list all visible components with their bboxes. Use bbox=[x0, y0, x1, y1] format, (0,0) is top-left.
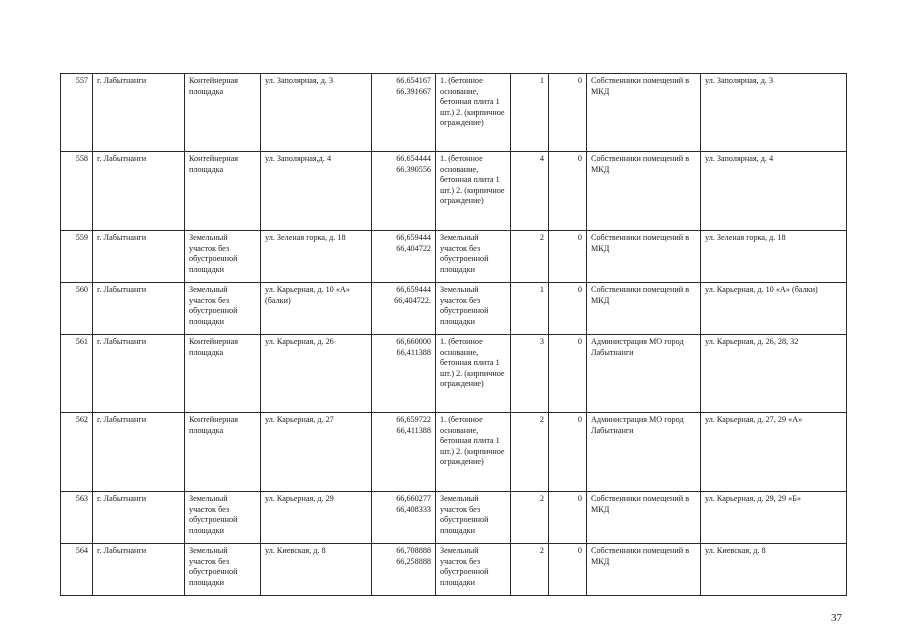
row-volume: 0 bbox=[549, 283, 587, 335]
row-surface: Земельный участок без обустроенной площадки bbox=[436, 283, 511, 335]
row-surface: Земельный участок без обустроенной площадки bbox=[436, 231, 511, 283]
row-city: г. Лабытнанги bbox=[93, 283, 185, 335]
row-address: ул. Карьерная, д. 27 bbox=[261, 413, 372, 492]
row-number: 559 bbox=[61, 231, 93, 283]
row-address: ул. Зеленая горка, д. 18 bbox=[261, 231, 372, 283]
row-coordinates: 66,659722 66,411388 bbox=[372, 413, 436, 492]
row-coordinates: 66,659444 66,404722. bbox=[372, 283, 436, 335]
row-waste-sources: ул. Карьерная, д. 10 «А» (балки) bbox=[701, 283, 847, 335]
row-site-type: Контейнерная площадка bbox=[185, 152, 261, 231]
row-coordinates: 66,660277 66,408333 bbox=[372, 492, 436, 544]
row-address: ул. Заполярная, д. 3 bbox=[261, 74, 372, 152]
row-waste-sources: ул. Карьерная, д. 27, 29 «А» bbox=[701, 413, 847, 492]
row-owner: Собственники помещений в МКД bbox=[587, 74, 701, 152]
table-row bbox=[61, 544, 847, 596]
row-waste-sources: ул. Карьерная, д. 26, 28, 32 bbox=[701, 335, 847, 413]
row-city: г. Лабытнанги bbox=[93, 413, 185, 492]
table-row bbox=[61, 152, 847, 231]
row-coordinates: 66,659444 66,404722 bbox=[372, 231, 436, 283]
row-site-type: Контейнерная площадка bbox=[185, 74, 261, 152]
table-row bbox=[61, 413, 847, 492]
row-number: 560 bbox=[61, 283, 93, 335]
row-owner: Собственники помещений в МКД bbox=[587, 152, 701, 231]
table-row bbox=[61, 231, 847, 283]
row-container-count: 1 bbox=[511, 283, 549, 335]
row-volume: 0 bbox=[549, 544, 587, 596]
row-address: ул. Карьерная, д. 29 bbox=[261, 492, 372, 544]
row-site-type: Земельный участок без обустроенной площадки bbox=[185, 544, 261, 596]
row-volume: 0 bbox=[549, 492, 587, 544]
table-row bbox=[61, 74, 847, 152]
row-container-count: 4 bbox=[511, 152, 549, 231]
row-owner: Администрация МО город Лабытнанги bbox=[587, 335, 701, 413]
row-coordinates: 66.654167 66.391667 bbox=[372, 74, 436, 152]
row-coordinates: 66,708888 66,258888 bbox=[372, 544, 436, 596]
row-surface: Земельный участок без обустроенной площадки bbox=[436, 544, 511, 596]
row-number: 562 bbox=[61, 413, 93, 492]
row-number: 557 bbox=[61, 74, 93, 152]
row-site-type: Земельный участок без обустроенной площадки bbox=[185, 492, 261, 544]
row-surface: 1. (бетонное основание, бетонная плита 1 шт.) 2. (кирпичное ограждение) bbox=[436, 335, 511, 413]
row-owner: Собственники помещений в МКД bbox=[587, 283, 701, 335]
row-city: г. Лабытнанги bbox=[93, 74, 185, 152]
row-site-type: Контейнерная площадка bbox=[185, 335, 261, 413]
row-owner: Администрация МО город Лабытнанги bbox=[587, 413, 701, 492]
row-site-type: Земельный участок без обустроенной площадки bbox=[185, 231, 261, 283]
table-row bbox=[61, 283, 847, 335]
row-address: ул. Карьерная, д. 26 bbox=[261, 335, 372, 413]
registry-table bbox=[60, 73, 847, 596]
row-volume: 0 bbox=[549, 231, 587, 283]
row-owner: Собственники помещений в МКД bbox=[587, 544, 701, 596]
row-container-count: 2 bbox=[511, 544, 549, 596]
row-site-type: Контейнерная площадка bbox=[185, 413, 261, 492]
row-address: ул. Киевская, д. 8 bbox=[261, 544, 372, 596]
page-number: 37 bbox=[831, 612, 842, 624]
row-address: ул. Заполярная,д. 4 bbox=[261, 152, 372, 231]
row-volume: 0 bbox=[549, 335, 587, 413]
row-surface: 1. (бетонное основание, бетонная плита 1 шт.) 2. (кирпичное ограждение) bbox=[436, 74, 511, 152]
row-surface: 1. (бетонное основание, бетонная плита 1 шт.) 2. (кирпичное ограждение) bbox=[436, 152, 511, 231]
row-container-count: 2 bbox=[511, 413, 549, 492]
row-number: 564 bbox=[61, 544, 93, 596]
row-city: г. Лабытнанги bbox=[93, 335, 185, 413]
row-waste-sources: ул. Заполярная, д. 4 bbox=[701, 152, 847, 231]
row-volume: 0 bbox=[549, 413, 587, 492]
row-surface: 1. (бетонное основание, бетонная плита 1 шт.) 2. (кирпичное ограждение) bbox=[436, 413, 511, 492]
row-owner: Собственники помещений в МКД bbox=[587, 492, 701, 544]
table-row bbox=[61, 492, 847, 544]
row-city: г. Лабытнанги bbox=[93, 152, 185, 231]
row-container-count: 2 bbox=[511, 231, 549, 283]
row-surface: Земельный участок без обустроенной площадки bbox=[436, 492, 511, 544]
row-address: ул. Карьерная, д. 10 «А» (балки) bbox=[261, 283, 372, 335]
row-number: 563 bbox=[61, 492, 93, 544]
row-city: г. Лабытнанги bbox=[93, 544, 185, 596]
row-container-count: 1 bbox=[511, 74, 549, 152]
row-volume: 0 bbox=[549, 152, 587, 231]
table-body bbox=[61, 74, 847, 596]
row-city: г. Лабытнанги bbox=[93, 492, 185, 544]
row-site-type: Земельный участок без обустроенной площадки bbox=[185, 283, 261, 335]
row-number: 561 bbox=[61, 335, 93, 413]
row-waste-sources: ул. Заполярная, д. 3 bbox=[701, 74, 847, 152]
row-waste-sources: ул. Киевская, д. 8 bbox=[701, 544, 847, 596]
table-row bbox=[61, 335, 847, 413]
row-container-count: 2 bbox=[511, 492, 549, 544]
row-number: 558 bbox=[61, 152, 93, 231]
row-coordinates: 66,660000 66,411388 bbox=[372, 335, 436, 413]
row-coordinates: 66.654444 66.390556 bbox=[372, 152, 436, 231]
row-owner: Собственники помещений в МКД bbox=[587, 231, 701, 283]
row-city: г. Лабытнанги bbox=[93, 231, 185, 283]
row-waste-sources: ул. Карьерная, д. 29, 29 «Б» bbox=[701, 492, 847, 544]
row-waste-sources: ул. Зеленая горка, д. 18 bbox=[701, 231, 847, 283]
row-container-count: 3 bbox=[511, 335, 549, 413]
row-volume: 0 bbox=[549, 74, 587, 152]
